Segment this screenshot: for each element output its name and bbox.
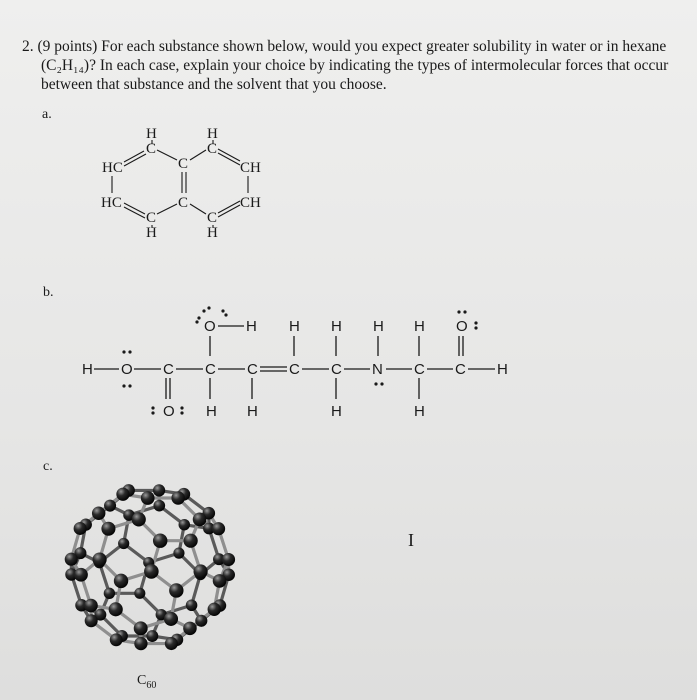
c60-atom — [141, 491, 155, 505]
c60-atom — [195, 615, 207, 627]
c60-atom — [169, 583, 183, 597]
mol-b-bottom-h4: H — [414, 403, 425, 420]
mol-a-left-hc-top: HC — [102, 160, 123, 176]
c60-atom — [153, 484, 165, 496]
question-line-2: (C₂H₁₄)? In each case, explain your choice by indicating the types of intermolecular forces that occur — [41, 57, 669, 74]
mol-b-chain-o: O — [121, 361, 133, 378]
c60-atom — [101, 522, 115, 536]
mol-b-top-o2: O — [456, 318, 468, 335]
c60-atom — [114, 574, 128, 588]
c60-atom — [164, 612, 178, 626]
c60-atom — [184, 534, 198, 548]
mol-a-c-center-top: C — [178, 156, 189, 172]
mol-b-top-h2: H — [289, 318, 300, 335]
c60-atom — [93, 552, 107, 566]
mol-b-chain-c5: C — [331, 361, 342, 378]
mol-b-chain-c2: C — [205, 361, 216, 378]
c60-atom — [144, 564, 159, 579]
mol-b-bottom-h2: H — [247, 403, 258, 420]
mol-a-c-bot1: C — [146, 210, 157, 226]
c60-atom — [65, 553, 78, 566]
mol-a-bot-h2: H — [207, 225, 218, 241]
c60-atom — [85, 614, 98, 627]
mol-b-chain-c7: C — [455, 361, 466, 378]
mol-b-top-o: O — [204, 318, 216, 335]
c60-atom — [212, 522, 225, 535]
mol-a-c-top1: C — [146, 141, 157, 157]
c60-atom — [116, 488, 129, 501]
c60-atom — [186, 599, 198, 611]
mol-b-chain-c6: C — [414, 361, 425, 378]
c60-atom — [183, 622, 197, 636]
fullerene-label: $C_{60}$ — [137, 673, 157, 691]
c60-atom — [134, 637, 147, 650]
mol-b-chain-h-right: H — [497, 361, 508, 378]
mol-b-bottom-h3: H — [331, 403, 342, 420]
c60-atom — [109, 602, 123, 616]
question-line-1: 2. (9 points) For each substance shown below, would you expect greater solubility in water or in hexane — [22, 38, 667, 55]
mol-a-bot-h1: H — [146, 225, 157, 241]
mol-a-c-center-bottom: C — [178, 195, 189, 211]
c60-atom — [222, 553, 235, 566]
c60-atom — [153, 500, 165, 512]
part-a-label: a. — [42, 107, 52, 122]
part-b-label: b. — [43, 285, 54, 300]
part-c-label: c. — [43, 459, 53, 474]
c60-atom — [134, 621, 148, 635]
c60-atom — [165, 637, 178, 650]
c60-atom — [134, 588, 145, 599]
c60-atom — [194, 564, 208, 578]
c60-atom — [104, 588, 115, 599]
mol-a-c-bot2: C — [207, 210, 218, 226]
c60-atom — [179, 519, 190, 530]
mol-b-chain-c1: C — [163, 361, 174, 378]
text-cursor-icon: I — [408, 530, 414, 550]
question-line-3: between that substance and the solvent that you choose. — [41, 76, 387, 93]
mol-a-right-ch-bottom: CH — [240, 195, 261, 211]
c60-atom — [132, 512, 146, 526]
c60-atom — [84, 599, 98, 613]
c60-atom — [173, 548, 184, 559]
c60-atom — [110, 633, 123, 646]
mol-b-chain-c3: C — [247, 361, 258, 378]
mol-b-top-h1: H — [246, 318, 257, 335]
mol-a-top-h2: H — [207, 126, 218, 142]
c60-atom — [92, 506, 105, 519]
c60-atom — [208, 603, 221, 616]
c60-atom — [171, 491, 184, 504]
mol-b-bottom-h1: H — [206, 403, 217, 420]
mol-a-right-ch-top: CH — [240, 160, 261, 176]
mol-b-chain-n: N — [372, 361, 383, 378]
mol-b-bottom-o: O — [163, 403, 175, 420]
c60-atom — [146, 630, 158, 642]
mol-b-chain-c4: C — [289, 361, 300, 378]
mol-b-chain-h-left: H — [82, 361, 93, 378]
mol-a-c-top2: C — [207, 141, 218, 157]
mol-b-top-h5: H — [414, 318, 425, 335]
c60-atom — [193, 512, 207, 526]
question-number: 2. — [22, 38, 34, 55]
c60-atom — [213, 574, 227, 588]
mol-b-top-h4: H — [373, 318, 384, 335]
c60-atom — [74, 568, 88, 582]
c60-atom — [74, 522, 87, 535]
mol-b-top-h3: H — [331, 318, 342, 335]
mol-a-left-hc-bottom: HC — [101, 195, 122, 211]
fullerene-c60-illustration — [60, 478, 240, 656]
c60-atom — [118, 538, 129, 549]
mol-a-top-h1: H — [146, 126, 157, 142]
c60-atom — [153, 533, 167, 547]
c60-atom — [104, 500, 116, 512]
